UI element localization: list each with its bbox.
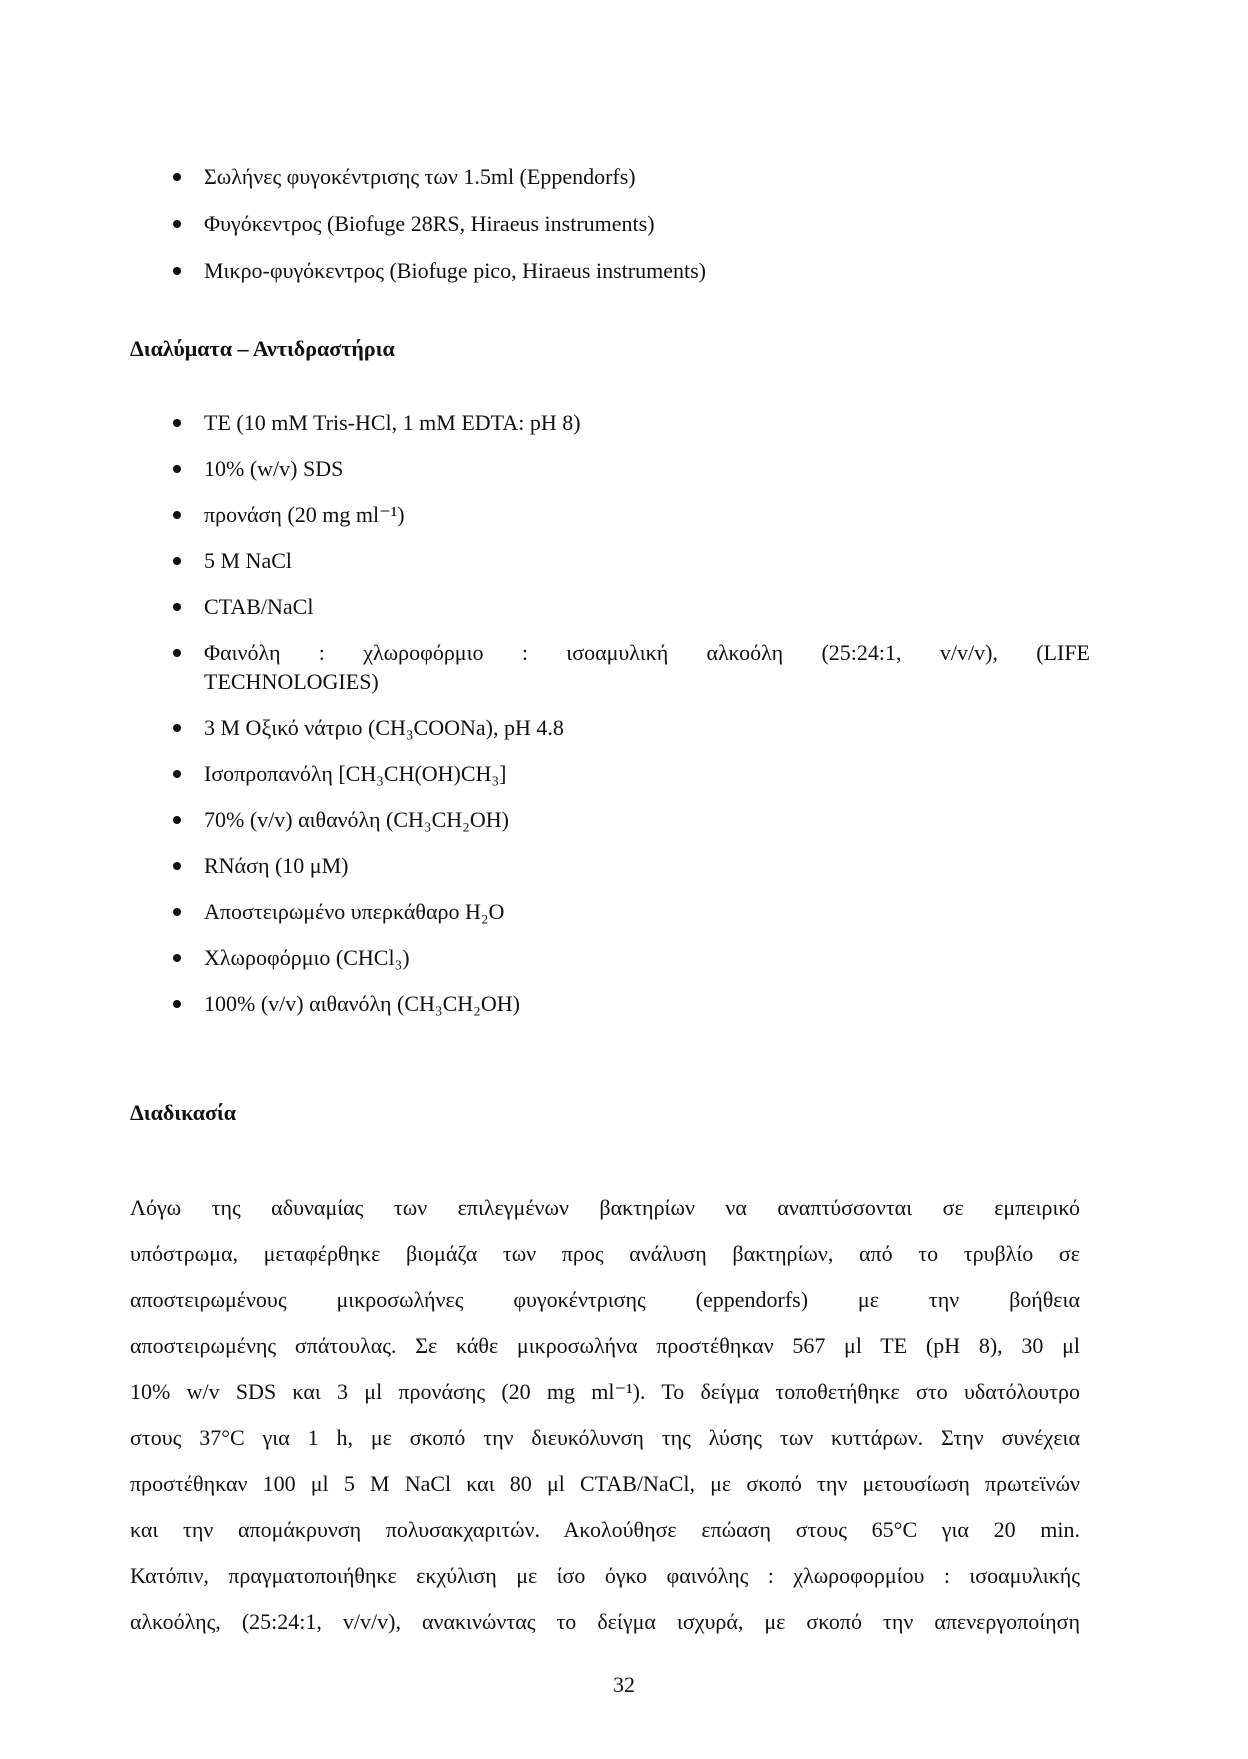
list-item: Ισοπροπανόλη [CH₃CH(OH)CH₃] [170, 759, 1090, 788]
paragraph-line: προστέθηκαν 100 μl 5 M NaCl και 80 μl CTAB/NaCl, με σκοπό την μετουσίωση πρωτεϊνών [130, 1471, 1080, 1496]
list-item: 10% (w/v) SDS [170, 454, 1090, 483]
paragraph-line: Λόγω της αδυναμίας των επιλεγμένων βακτηρίων να αναπτύσσονται σε εμπειρικό [130, 1195, 1080, 1220]
reagents-list [170, 408, 1090, 1035]
paragraph-line: υπόστρωμα, μεταφέρθηκε βιομάζα των προς ανάλυση βακτηρίων, από το τρυβλίο σε [130, 1241, 1080, 1266]
list-item-line: TECHNOLOGIES) [204, 669, 379, 694]
list-item: Φυγόκεντρος (Biofuge 28RS, Hiraeus instruments) [170, 209, 1090, 238]
list-item: Σωλήνες φυγοκέντρισης των 1.5ml (Eppendorfs) [170, 162, 1090, 191]
list-item: Αποστειρωμένο υπερκάθαρο H₂O [170, 897, 1090, 926]
list-item: 3 M Οξικό νάτριο (CH₃COONa), pH 4.8 [170, 713, 1090, 742]
list-item: 70% (v/v) αιθανόλη (CH₃CH₂OH) [170, 805, 1090, 834]
list-item: Μικρο-φυγόκεντρος (Biofuge pico, Hiraeus instruments) [170, 256, 1090, 285]
paragraph-line: στους 37°C για 1 h, με σκοπό την διευκόλυνση της λύσης των κυττάρων. Στην συνέχεια [130, 1425, 1080, 1450]
section-heading-procedure: Διαδικασία [130, 1100, 237, 1125]
list-item-line: Φαινόλη : χλωροφόρμιο : ισοαμυλική αλκοόλη (25:24:1, v/v/v), (LIFE [204, 640, 1090, 665]
page-number: 32 [613, 1672, 635, 1697]
paragraph-line: 10% w/v SDS και 3 μl προνάσης (20 mg ml⁻¹). Το δείγμα τοποθετήθηκε στο υδατόλουτρο [130, 1379, 1080, 1404]
list-item: 100% (v/v) αιθανόλη (CH₃CH₂OH) [170, 989, 1090, 1018]
list-item: CTAB/NaCl [170, 592, 1090, 621]
paragraph-line: και την απομάκρυνση πολυσακχαριτών. Ακολούθησε επώαση στους 65°C για 20 min. [130, 1517, 1080, 1542]
list-item: RNάση (10 μM) [170, 851, 1090, 880]
procedure-paragraph [130, 1185, 1080, 1645]
paragraph-line: αποστειρωμένης σπάτουλας. Σε κάθε μικροσωλήνα προστέθηκαν 567 μl TE (pH 8), 30 μl [130, 1333, 1080, 1358]
paragraph-line: αποστειρωμένους μικροσωλήνες φυγοκέντρισης (eppendorfs) με την βοήθεια [130, 1287, 1080, 1312]
section-heading-solutions: Διαλύματα – Αντιδραστήρια [130, 336, 395, 361]
equipment-list [170, 162, 1090, 303]
list-item: προνάση (20 mg ml⁻¹) [170, 500, 1090, 529]
list-item: 5 M NaCl [170, 546, 1090, 575]
list-item [170, 638, 1090, 696]
list-item: TE (10 mM Tris-HCl, 1 mM EDTA: pH 8) [170, 408, 1090, 437]
paragraph-line: αλκοόλης, (25:24:1, v/v/v), ανακινώντας το δείγμα ισχυρά, με σκοπό την απενεργοποίηση [130, 1609, 1080, 1634]
paragraph-line: Κατόπιν, πραγματοποιήθηκε εκχύλιση με ίσο όγκο φαινόλης : χλωροφορμίου : ισοαμυλικής [130, 1563, 1080, 1588]
list-item: Χλωροφόρμιο (CHCl₃) [170, 943, 1090, 972]
